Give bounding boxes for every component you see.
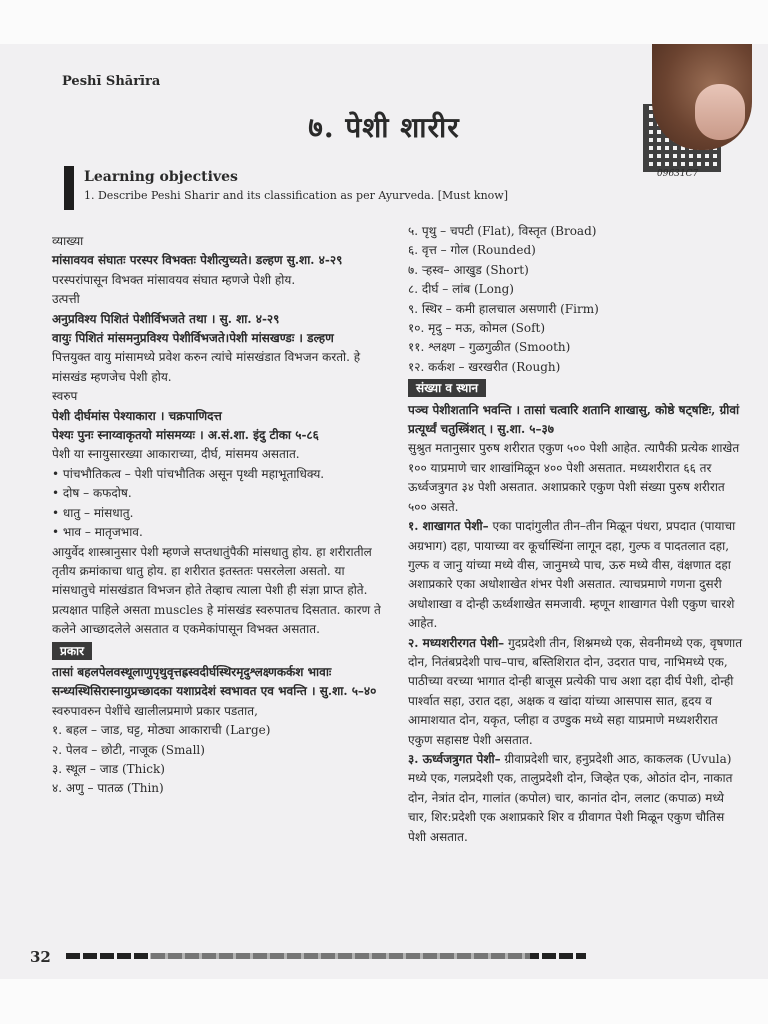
paragraph: ७. ऱ्हस्व– आखुड (Short) [408, 262, 529, 277]
paragraph: पित्तयुक्त वायु मांसामध्ये प्रवेश करुन त्यांचे मांसखंडात विभजन करतो. हे मांसखंड म्हणजेच पेशी होय. [52, 350, 361, 384]
paragraph-lead: १. शाखागत पेशी– [408, 519, 489, 534]
paragraph-text: एका पादांगुलीत तीन–तीन मिळून पंधरा, प्रपदात (पायाचा अग्रभाग) दहा, पायाच्या वर कूर्चास्थिंना लागून दहा, गुल्फ व पादतलात दहा, गुल्फ व जानु यांच्या मध्ये वीस, जानुमध्ये पाच, ऊरु मध्ये वीस, वंक्षणात दहा अशाप्रकारे एका अधोशाखेत शंभर पेशी असतात. त्याचप्रमाणे गणना दुसरी अधोशाखा व दोन्ही ऊर्ध्वशाखेत समजावी. म्हणून शाखागत पेशी एकुण चारशे आहेत. [408, 519, 736, 631]
chapter-title: ७. पेशी शारीर [308, 111, 460, 144]
right-column [408, 222, 744, 847]
paragraph: स्वरुप [52, 389, 78, 404]
section-heading: प्रकार [52, 642, 92, 660]
paragraph-lead: २. मध्यशरीरगत पेशी– [408, 635, 505, 650]
paragraph: स्वरुपावरुन पेशींचे खालीलप्रमाणे प्रकार पडतात, [52, 703, 258, 718]
paragraph: • भाव – मातृजभाव. [52, 525, 143, 540]
objectives-bar [64, 166, 74, 210]
paragraph: १. बहल – जाड, घट्ट, मोठ्या आकाराची (Large) [52, 723, 271, 738]
paragraph: पेशी दीर्घमांस पेश्याकारा । चक्रपाणिदत्त [52, 408, 222, 423]
paragraph: आयुर्वेद शास्त्रानुसार पेशी म्हणजे सप्तधातुंपैकी मांसधातु होय. हा शरीरातील तृतीय क्रमांकाचा धातु होय. हा शरीरात इतस्ततः पसरलेला असतो. या मांसधातुचे मांसखंडात विभजन होते तेव्हाच त्याला पेशी ही संज्ञा प्राप्त होते. प्रत्यक्षात पाहिले असता muscles हे मांसखंड स्वरुपातच दिसतात. कारण ते कलेने आच्छादलेले असतात व एकमेकांपासून विभक्त असतात. [52, 544, 381, 637]
section-heading: संख्या व स्थान [408, 379, 486, 397]
page-number: 32 [30, 948, 51, 966]
paragraph: परस्परांपासून विभक्त मांसावयव संघात म्हणजे पेशी होय. [52, 272, 296, 287]
paragraph: सुश्रुत मतानुसार पुरुष शरीरात एकुण ५०० पेशी आहेत. त्यापैकी प्रत्येक शाखेत १०० याप्रमाणे चार शाखांमिळून ४०० पेशी असतात. मध्यशरीरात ६६ तर ऊर्ध्वजत्रुगत ३४ पेशी असतात. अशाप्रकारे एकुण पेशी संख्या पुरुष शरीरात ५०० असते. [408, 441, 740, 514]
paragraph: ११. श्लक्ष्ण – गुळगुळीत (Smooth) [408, 340, 571, 355]
paragraph [408, 517, 744, 633]
paragraph: ५. पृथु – चपटी (Flat), विस्तृत (Broad) [408, 224, 597, 238]
paragraph: ६. वृत्त – गोल (Rounded) [408, 243, 536, 258]
paragraph: ४. अणु – पातळ (Thin) [52, 781, 164, 796]
page-margin [0, 979, 768, 1024]
paragraph [408, 750, 744, 847]
thumbnail-image [695, 84, 745, 140]
paragraph: • धातु – मांसधातु. [52, 505, 134, 520]
paragraph: मांसावयव संघातः परस्पर विभक्तः पेशीत्युच्यते। डल्हण सु.शा. ४-२९ [52, 253, 343, 268]
paragraph: • दोष – कफदोष. [52, 486, 132, 501]
paragraph [408, 634, 744, 750]
paragraph: ८. दीर्घ – लांब (Long) [408, 282, 514, 297]
objectives-item: 1. Describe Peshi Sharir and its classification as per Ayurveda. [Must know] [84, 189, 508, 202]
paragraph: पञ्च पेशीशतानि भवन्ति । तासां चत्वारि शतानि शाखासु, कोष्ठे षट्षष्टिः, ग्रीवां प्रत्यूर्ध्वं चतुस्त्रिंशत् । सु.शा. ५–३७ [408, 402, 740, 437]
paragraph: पेश्यः पुनः स्नाय्वाकृतयो मांसमय्यः । अ.सं.शा. इंदु टीका ५-८६ [52, 428, 319, 443]
paragraph: व्याख्या [52, 234, 84, 248]
left-column [52, 232, 382, 799]
paragraph [408, 379, 744, 398]
paragraph: वायुः पिशितं मांसमनुप्रविश्य पेशीर्विभजते।पेशी मांसखण्डः । डल्हण [52, 331, 334, 346]
paragraph-text: गुदप्रदेशी तीन, शिश्नमध्ये एक, सेवनीमध्ये एक, वृषणात दोन, नितंबप्रदेशी पाच–पाच, बस्तिशिरात दोन, उदरात पाच, नाभिमध्ये एक, पाठीच्या वरच्या भागात दोन्ही बाजूस प्रत्येकी पाच अशा दहा दीर्घ पेशी, दोन्ही पार्श्वात सहा, उरात दहा, अक्षक व खांदा यांच्या आसपास सात, हृदय व आमाशयात दोन, यकृत, प्लीहा व उण्डुक मध्ये सहा याप्रमाणे मध्यशरीरात एकुण सहासष्ट पेशी असतात. [408, 635, 743, 747]
paragraph-lead: ३. ऊर्ध्वजत्रुगत पेशी– [408, 751, 501, 766]
paragraph: ३. स्थूल – जाड (Thick) [52, 761, 165, 776]
paragraph: तासां बहलपेलवस्थूलाणुपृथुवृत्तह्रस्वदीर्घस्थिरमृदुश्लक्ष्णकर्कश भावाः सन्ध्यस्थिसिरास्नायुप्रच्छादका यशाप्रदेशं स्वभावत एव भवन्ति । सु.शा. ५–४० [52, 664, 377, 699]
paragraph: १०. मृदु – मऊ, कोमल (Soft) [408, 321, 546, 336]
paragraph: • पांचभौतिकत्व – पेशी पांचभौतिक असून पृथ्वी महाभूताधिक्य. [52, 466, 325, 481]
paragraph [52, 642, 382, 661]
paragraph: पेशी या स्नायुसारख्या आकाराच्या, दीर्घ, मांसमय असतात. [52, 447, 300, 462]
paragraph: १२. कर्कश – खरखरीत (Rough) [408, 359, 561, 374]
objectives-title: Learning objectives [84, 169, 238, 185]
paragraph: ९. स्थिर – कमी हालचाल असणारी (Firm) [408, 301, 599, 316]
qr-label: 09631C7 [657, 169, 699, 179]
paragraph-text: ग्रीवाप्रदेशी चार, हनुप्रदेशी आठ, काकलक (Uvula) मध्ये एक, गलप्रदेशी एक, तालुप्रदेशी दोन, जिव्हेत एक, ओठांत दोन, नाकात दोन, नेत्रांत दोन, गालांत (कपोल) चार, कानांत दोन, ललाट (कपाळ) मध्ये चार, शिर:प्रदेशी एक अशाप्रकारे शिर व ग्रीवागत पेशी मिळून एकुण चौतिस पेशी असतात. [408, 751, 733, 844]
paragraph: उत्पत्ती [52, 292, 80, 307]
footer-rule-shade [150, 953, 530, 959]
paragraph: अनुप्रविश्य पिशितं पेशीर्विभजते तथा । सु. शा. ४-२९ [52, 311, 280, 326]
paragraph: २. पेलव – छोटी, नाजूक (Small) [52, 742, 205, 757]
running-head: Peshī Shārīra [62, 74, 161, 89]
